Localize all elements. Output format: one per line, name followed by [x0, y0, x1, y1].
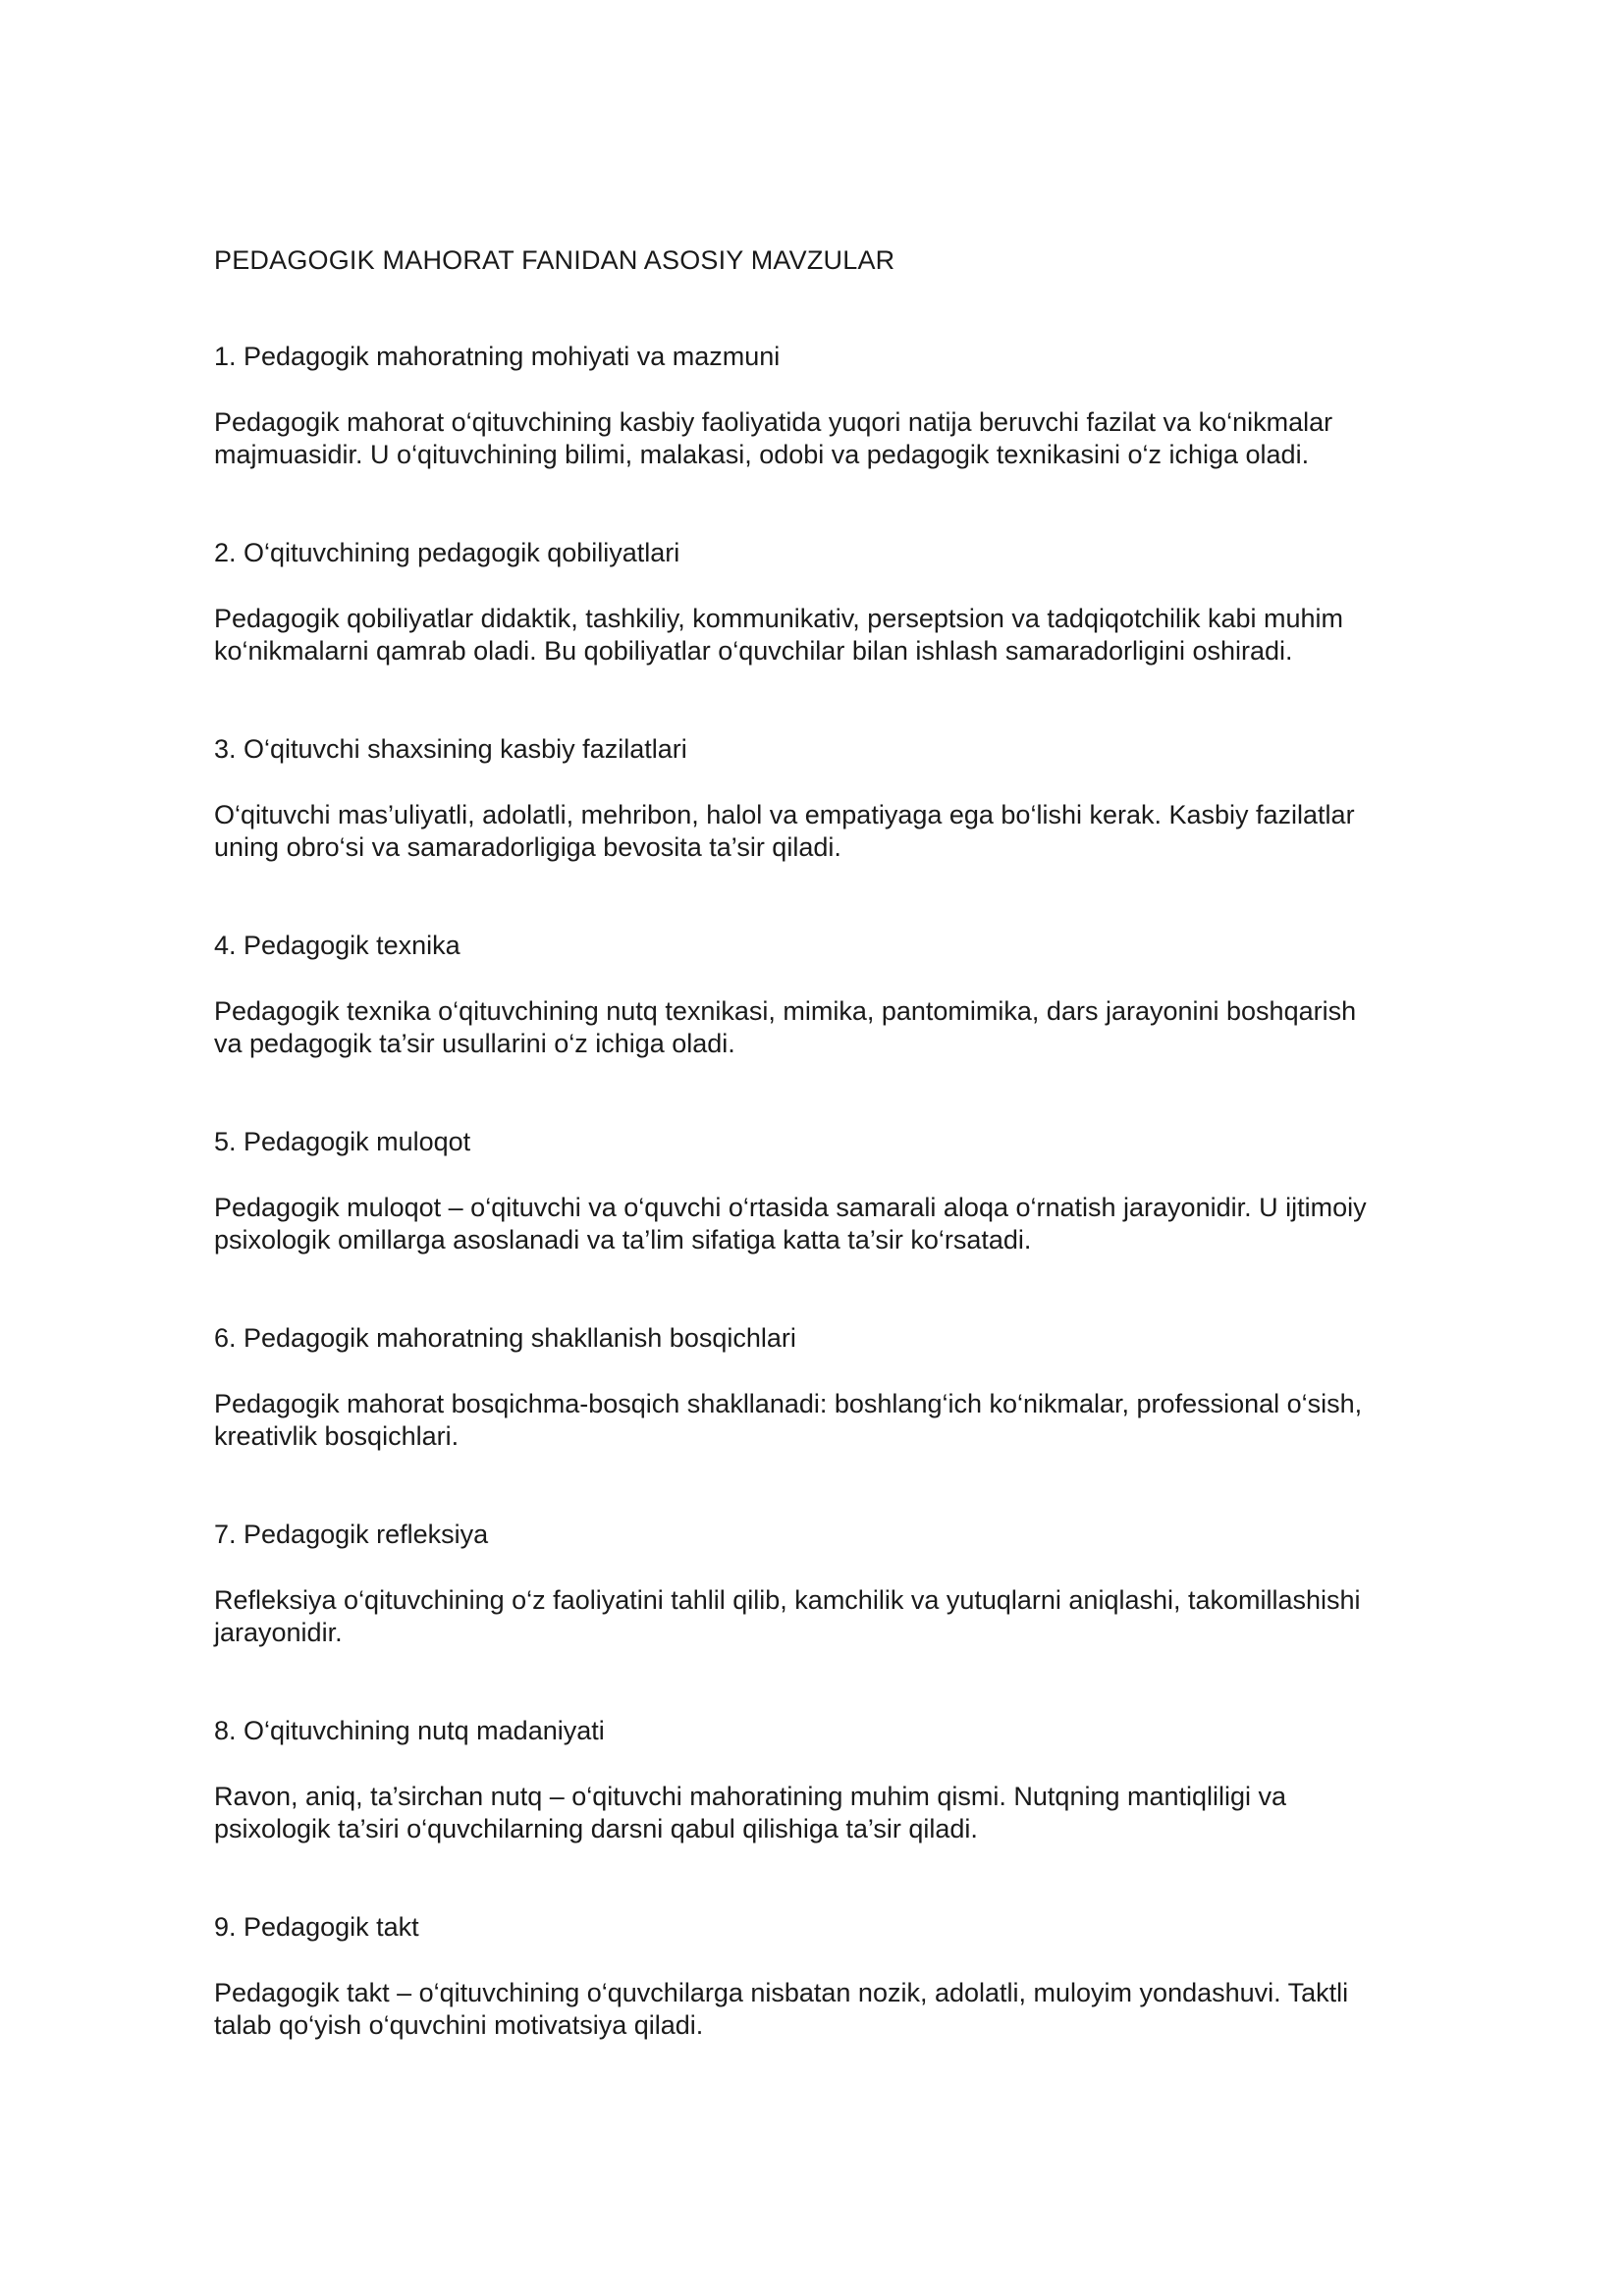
section-body [214, 995, 1422, 1060]
section-body [214, 603, 1422, 667]
section-body [214, 1781, 1422, 1845]
body-line: Pedagogik muloqot – o‘qituvchi va o‘quvchi o‘rtasida samarali aloqa o‘rnatish jarayonidir. U ijtimoiy [214, 1193, 1367, 1222]
body-line: Pedagogik mahorat bosqichma-bosqich shakllanadi: boshlang‘ich ko‘nikmalar, professional o‘sish, [214, 1389, 1363, 1418]
section-heading: 7. Pedagogik refleksiya [214, 1520, 489, 1549]
section-7 [214, 1518, 1422, 1649]
body-line: ko‘nikmalarni qamrab oladi. Bu qobiliyatlar o‘quvchilar bilan ishlash samaradorligini oshiradi. [214, 636, 1293, 666]
body-line: jarayonidir. [214, 1618, 343, 1647]
body-line: Pedagogik texnika o‘qituvchining nutq texnikasi, mimika, pantomimika, dars jarayonini boshqarish [214, 996, 1357, 1026]
body-line: Pedagogik qobiliyatlar didaktik, tashkiliy, kommunikativ, perseptsion va tadqiqotchilik kabi muhim [214, 604, 1344, 633]
section-body [214, 406, 1422, 471]
section-5 [214, 1125, 1422, 1256]
section-body [214, 799, 1422, 864]
section-heading: 1. Pedagogik mahoratning mohiyati va mazmuni [214, 342, 781, 371]
body-line: psixologik ta’siri o‘quvchilarning darsni qabul qilishiga ta’sir qiladi. [214, 1814, 978, 1843]
body-line: kreativlik bosqichlari. [214, 1421, 460, 1451]
section-1 [214, 340, 1422, 471]
section-body [214, 1192, 1422, 1256]
document-title: PEDAGOGIK MAHORAT FANIDAN ASOSIY MAVZULAR [214, 245, 895, 275]
section-2 [214, 536, 1422, 667]
body-line: majmuasidir. U o‘qituvchining bilimi, malakasi, odobi va pedagogik texnikasini o‘z ichiga oladi. [214, 440, 1310, 469]
section-3 [214, 732, 1422, 864]
body-line: Ravon, aniq, ta’sirchan nutq – o‘qituvchi mahoratining muhim qismi. Nutqning mantiqliligi va [214, 1782, 1287, 1811]
body-line: uning obro‘si va samaradorligiga bevosita ta’sir qiladi. [214, 832, 841, 862]
section-9 [214, 1910, 1422, 2042]
body-line: talab qo‘yish o‘quvchini motivatsiya qiladi. [214, 2010, 704, 2040]
section-body [214, 1584, 1422, 1649]
body-line: psixologik omillarga asoslanadi va ta’lim sifatiga katta ta’sir ko‘rsatadi. [214, 1225, 1032, 1255]
body-line: va pedagogik ta’sir usullarini o‘z ichiga oladi. [214, 1029, 735, 1058]
section-heading: 4. Pedagogik texnika [214, 931, 460, 960]
body-line: O‘qituvchi mas’uliyatli, adolatli, mehribon, halol va empatiyaga ega bo‘lishi kerak. Kasbiy fazilatlar [214, 800, 1355, 829]
section-heading: 3. O‘qituvchi shaxsining kasbiy fazilatlari [214, 734, 687, 764]
section-heading: 2. O‘qituvchining pedagogik qobiliyatlari [214, 538, 680, 567]
section-6 [214, 1321, 1422, 1453]
section-heading: 9. Pedagogik takt [214, 1912, 419, 1942]
document-page [214, 243, 1422, 2107]
section-body [214, 1977, 1422, 2042]
body-line: Refleksiya o‘qituvchining o‘z faoliyatini tahlil qilib, kamchilik va yutuqlarni aniqlashi, takomillashishi [214, 1585, 1361, 1615]
section-8 [214, 1714, 1422, 1845]
body-line: Pedagogik mahorat o‘qituvchining kasbiy faoliyatida yuqori natija beruvchi fazilat va ko‘nikmalar [214, 407, 1333, 437]
section-heading: 6. Pedagogik mahoratning shakllanish bosqichlari [214, 1323, 796, 1353]
section-heading: 5. Pedagogik muloqot [214, 1127, 471, 1156]
section-body [214, 1388, 1422, 1453]
section-4 [214, 929, 1422, 1060]
body-line: Pedagogik takt – o‘qituvchining o‘quvchilarga nisbatan nozik, adolatli, muloyim yondashuvi. Taktli [214, 1978, 1349, 2007]
section-heading: 8. O‘qituvchining nutq madaniyati [214, 1716, 605, 1745]
